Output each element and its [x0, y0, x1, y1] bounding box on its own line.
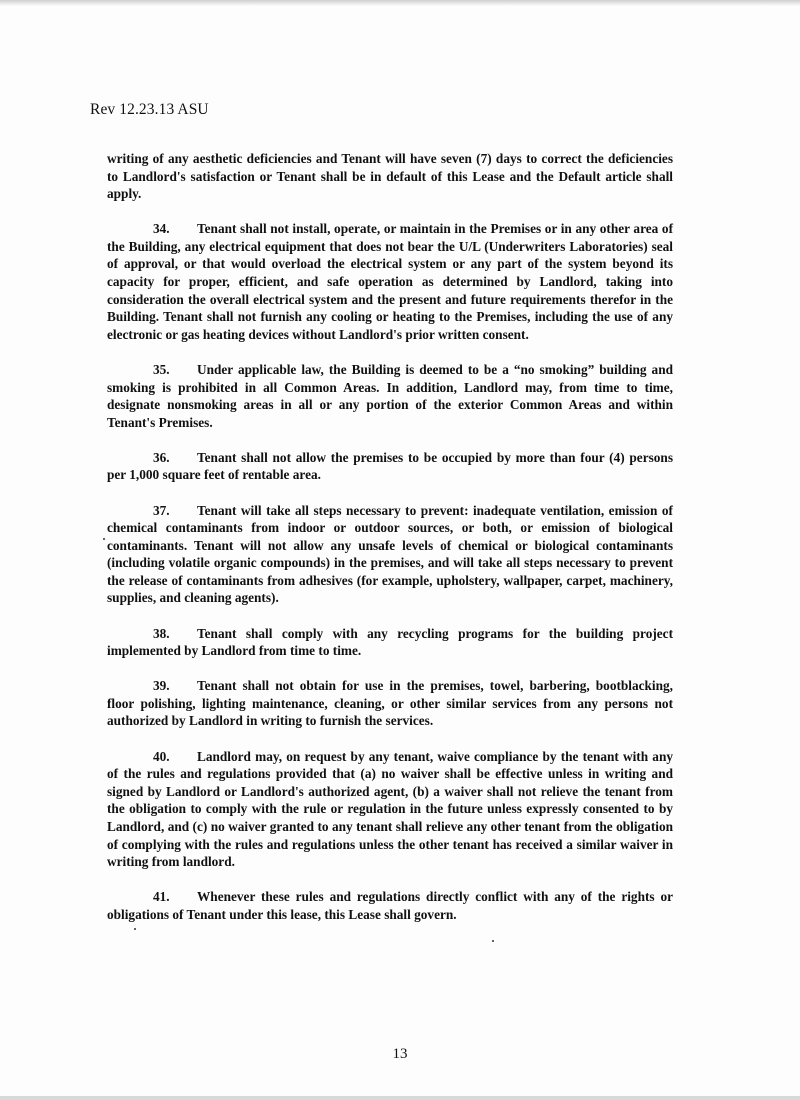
page-number: 13 — [392, 1046, 408, 1062]
paragraph-text: Tenant will take all steps necessary to prevent: inadequate ventilation, emission of chemical contaminants from indoor or outdoor sources, or both, or emission of biological contaminants. Tenant will not allow any unsafe levels of chemical or biological contaminants (including volatile organic compounds) in the premises, and will take all steps necessary to prevent the release of contaminants from adhesives (for example, upholstery, wallpaper, carpet, machinery, supplies, and cleaning agents). — [107, 502, 673, 606]
paragraph-text: Tenant shall comply with any recycling programs for the building project implemented by Landlord from time to time. — [107, 625, 673, 659]
paragraph-text: Tenant shall not install, operate, or maintain in the Premises or in any other area of the Building, any electrical equipment that does not bear the U/L (Underwriters Laboratories) seal of approval, or that would overload the electrical system or any part of the system beyond its capacity for proper, efficient, and safe operation as determined by Landlord, taking into consideration the overall electrical system and the present and future requirements therefor in the Building. Tenant shall not furnish any cooling or heating to the Premises, including the use of any electronic or gas heating devices without Landlord's prior written consent. — [107, 221, 673, 342]
paragraph-text: Tenant shall not obtain for use in the premises, towel, barbering, bootblacking, floor polishing, lighting maintenance, cleaning, or other similar services from any persons not authorized by Landlord in writing to furnish the services. — [107, 678, 673, 729]
paragraph-37 — [107, 502, 673, 608]
paragraph-number: 40. — [153, 748, 170, 764]
paragraph-number: 35. — [153, 361, 170, 377]
paragraph-number: 34. — [153, 221, 170, 237]
scan-top-edge — [0, 0, 800, 6]
paragraph-text: Under applicable law, the Building is deemed to be a “no smoking” building and smoking is prohibited in all Common Areas. In addition, Landlord may, from time to time, designate nonsmoking areas in all or any portion of the exterior Common Areas and within Tenant's Premises. — [107, 361, 673, 430]
paragraph-35 — [107, 361, 673, 431]
scan-speck — [492, 940, 494, 942]
paragraph-41 — [107, 888, 673, 923]
continuation-paragraph: writing of any aesthetic deficiencies and Tenant will have seven (7) days to correct the deficiencies to Landlord's satisfaction or Tenant shall be in default of this Lease and the Default article shall apply. — [107, 151, 673, 202]
scan-speck — [103, 538, 105, 540]
paragraph-text: Whenever these rules and regulations directly conflict with any of the rights or obligations of Tenant under this lease, this Lease shall govern. — [107, 889, 673, 922]
paragraph-number: 39. — [153, 678, 170, 694]
document-body — [107, 150, 673, 941]
paragraph-34 — [107, 220, 673, 343]
paragraph-number: 38. — [153, 625, 170, 641]
revision-header: Rev 12.23.13 ASU — [90, 101, 209, 118]
scan-bottom-edge — [0, 1096, 800, 1100]
paragraph-number: 41. — [153, 889, 170, 905]
paragraph-38 — [107, 625, 673, 660]
paragraph-number: 37. — [153, 502, 170, 518]
paragraph-36 — [107, 449, 673, 484]
paragraph-39 — [107, 677, 673, 730]
scan-speck — [134, 928, 136, 930]
paragraph-text: Landlord may, on request by any tenant, waive compliance by the tenant with any of the rules and regulations provided that (a) no waiver shall be effective unless in writing and signed by Landlord or Landlord's authorized agent, (b) a waiver shall not relieve the tenant from the obligation to comply with the rule or regulation in the future unless expressly consented to by Landlord, and (c) no waiver granted to any tenant shall relieve any other tenant from the obligation of complying with the rules and regulations unless the other tenant has received a similar waiver in writing from landlord. — [107, 748, 673, 870]
paragraph-number: 36. — [153, 449, 170, 465]
paragraph-40 — [107, 748, 673, 871]
paragraph-text: Tenant shall not allow the premises to be occupied by more than four (4) persons per 1,000 square feet of rentable area. — [107, 449, 673, 483]
